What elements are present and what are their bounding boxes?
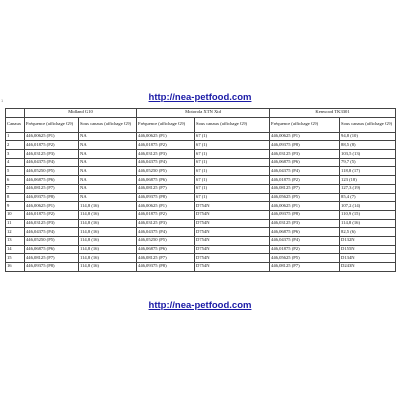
cell-freq-kenwood: 446,08125 (P7): [270, 184, 340, 193]
cell-freq-midland: 446,03125 (P3): [25, 219, 79, 228]
cell-freq-motorola: 446,08125 (P7): [137, 254, 195, 263]
model-motorola: Motorola XTN Xtd: [137, 109, 270, 118]
cell-freq-motorola: 446,06875 (P6): [137, 245, 195, 254]
cell-channel: 2: [6, 141, 25, 150]
cell-freq-motorola: 446,04375 (P4): [137, 158, 195, 167]
cell-sub-motorola: D754N: [195, 228, 270, 237]
cell-sub-midland: NA: [79, 150, 137, 159]
cell-sub-kenwood: 123 (18): [340, 176, 396, 185]
cell-freq-midland: 446,09375 (P8): [25, 263, 79, 272]
table-row: [6, 228, 396, 237]
cell-freq-midland: 446,01875 (P2): [25, 141, 79, 150]
cell-channel: 8: [6, 193, 25, 202]
table-row: [6, 219, 396, 228]
cell-sub-midland: NA: [79, 132, 137, 141]
cell-channel: 12: [6, 228, 25, 237]
cell-sub-kenwood: D155N: [340, 245, 396, 254]
subheader-sub-kenwood: Sous canaux (affichage G9): [340, 117, 396, 132]
cell-sub-motorola: D754N: [195, 245, 270, 254]
cell-channel: 7: [6, 184, 25, 193]
cell-sub-motorola: 67 (1): [195, 184, 270, 193]
cell-sub-midland: NA: [79, 141, 137, 150]
cell-sub-midland: 114,8 (16): [79, 254, 137, 263]
table-row: [6, 184, 396, 193]
table-row: [6, 210, 396, 219]
cell-sub-midland: 114,8 (16): [79, 263, 137, 272]
cell-freq-motorola: 446,04375 (P4): [137, 228, 195, 237]
cell-sub-motorola: 67 (1): [195, 167, 270, 176]
cell-sub-motorola: D754N: [195, 202, 270, 211]
cell-freq-kenwood: 446,00625 (P1): [270, 132, 340, 141]
channel-table: [5, 108, 396, 272]
cell-sub-motorola: D754N: [195, 236, 270, 245]
model-kenwood: Kenwood TK3301: [270, 109, 396, 118]
cell-sub-midland: NA: [79, 184, 137, 193]
cell-channel: 16: [6, 263, 25, 272]
cell-sub-midland: 114,8 (16): [79, 236, 137, 245]
cell-freq-midland: 446,05250 (P5): [25, 236, 79, 245]
cell-channel: 14: [6, 245, 25, 254]
cell-freq-motorola: 446,09375 (P8): [137, 193, 195, 202]
cell-freq-kenwood: 446,08125 (P7): [270, 263, 340, 272]
cell-sub-kenwood: 103,5 (13): [340, 150, 396, 159]
cell-freq-motorola: 446,09375 (P8): [137, 263, 195, 272]
cell-freq-motorola: 446,05250 (P5): [137, 236, 195, 245]
subheader-canaux: Canaux: [6, 117, 25, 132]
table-row: [6, 202, 396, 211]
cell-freq-motorola: 446,03125 (P3): [137, 150, 195, 159]
footer-link[interactable]: http://nea-petfood.com: [148, 300, 252, 311]
header-link[interactable]: http://nea-petfood.com: [148, 92, 252, 103]
cell-channel: 11: [6, 219, 25, 228]
table-row: [6, 236, 396, 245]
cell-sub-midland: 114,8 (16): [79, 245, 137, 254]
cell-freq-kenwood: 446,00625 (P1): [270, 202, 340, 211]
cell-sub-kenwood: 114,8 (16): [340, 219, 396, 228]
cell-freq-motorola: 446,05250 (P5): [137, 167, 195, 176]
cell-freq-kenwood: 446,03125 (P3): [270, 150, 340, 159]
table-row: [6, 141, 396, 150]
cell-freq-midland: 446,09375 (P8): [25, 193, 79, 202]
cell-freq-midland: 446,01875 (P2): [25, 210, 79, 219]
cell-sub-midland: 114,8 (16): [79, 219, 137, 228]
cell-freq-kenwood: 446,01875 (P2): [270, 245, 340, 254]
table-row: [6, 158, 396, 167]
cell-freq-midland: 446,00625 (P1): [25, 132, 79, 141]
cell-freq-midland: 446,05250 (P5): [25, 167, 79, 176]
cell-freq-kenwood: 446,01875 (P2): [270, 176, 340, 185]
cell-channel: 4: [6, 158, 25, 167]
table-row: [6, 254, 396, 263]
cell-sub-motorola: 67 (1): [195, 132, 270, 141]
cell-freq-motorola: 446,08125 (P7): [137, 184, 195, 193]
cell-channel: 9: [6, 202, 25, 211]
cell-freq-kenwood: 446,05625 (P5): [270, 193, 340, 202]
cell-sub-kenwood: 85,4 (7): [340, 193, 396, 202]
cell-sub-kenwood: 82,5 (6): [340, 228, 396, 237]
subheader-sub-motorola: Sous canaux (affichage G9): [195, 117, 270, 132]
cell-channel: 5: [6, 167, 25, 176]
empty-corner-cell: [6, 109, 25, 118]
table-row: [6, 176, 396, 185]
cell-freq-midland: 446,00625 (P1): [25, 202, 79, 211]
cell-sub-kenwood: D132N: [340, 236, 396, 245]
cell-sub-midland: 114,8 (16): [79, 210, 137, 219]
cell-freq-kenwood: 446,06875 (P6): [270, 158, 340, 167]
cell-freq-midland: 446,08125 (P7): [25, 254, 79, 263]
cell-freq-kenwood: 446,04375 (P4): [270, 236, 340, 245]
subheader-freq-motorola: Fréquence (affichage G9): [137, 117, 195, 132]
cell-freq-midland: 446,03125 (P3): [25, 150, 79, 159]
cell-sub-motorola: D754N: [195, 219, 270, 228]
cell-channel: 15: [6, 254, 25, 263]
cell-sub-kenwood: 107,2 (14): [340, 202, 396, 211]
subheader-row: [6, 117, 396, 132]
cell-freq-midland: 446,08125 (P7): [25, 184, 79, 193]
cell-sub-kenwood: D134N: [340, 254, 396, 263]
cell-channel: 3: [6, 150, 25, 159]
cell-sub-midland: NA: [79, 167, 137, 176]
cell-sub-motorola: D754N: [195, 254, 270, 263]
model-header-row: [6, 109, 396, 118]
table-row: [6, 167, 396, 176]
cell-freq-motorola: 446,00625 (P1): [137, 202, 195, 211]
subheader-sub-midland: Sous canaux (affichage G9): [79, 117, 137, 132]
cell-sub-motorola: 67 (1): [195, 176, 270, 185]
cell-sub-kenwood: 88,5 (8): [340, 141, 396, 150]
cell-freq-kenwood: 446,09375 (P8): [270, 141, 340, 150]
cell-freq-motorola: 446,01875 (P2): [137, 210, 195, 219]
cell-sub-motorola: 67 (1): [195, 141, 270, 150]
table-row: [6, 193, 396, 202]
cell-sub-midland: 114,8 (16): [79, 202, 137, 211]
subheader-freq-midland: Fréquence (affichage G9): [25, 117, 79, 132]
cell-sub-kenwood: 127,3 (19): [340, 184, 396, 193]
subheader-freq-kenwood: Fréquence (affichage G9): [270, 117, 340, 132]
cell-sub-midland: NA: [79, 158, 137, 167]
cell-freq-kenwood: 446,05625 (P5): [270, 254, 340, 263]
cell-freq-motorola: 446,03125 (P3): [137, 219, 195, 228]
model-midland: Midland G10: [25, 109, 137, 118]
cell-channel: 6: [6, 176, 25, 185]
cell-freq-motorola: 446,00625 (P1): [137, 132, 195, 141]
cell-freq-kenwood: 446,04375 (P4): [270, 167, 340, 176]
cell-sub-kenwood: 94,8 (10): [340, 132, 396, 141]
cell-channel: 13: [6, 236, 25, 245]
cell-freq-kenwood: 446,09375 (P8): [270, 210, 340, 219]
table-row: [6, 263, 396, 272]
cell-sub-midland: NA: [79, 176, 137, 185]
cell-sub-kenwood: D243N: [340, 263, 396, 272]
cell-freq-kenwood: 446,03125 (P3): [270, 219, 340, 228]
cell-sub-motorola: 67 (1): [195, 193, 270, 202]
cell-channel: 10: [6, 210, 25, 219]
cell-sub-kenwood: 79,7 (5): [340, 158, 396, 167]
table-row: [6, 150, 396, 159]
cell-freq-kenwood: 446,06875 (P6): [270, 228, 340, 237]
cell-freq-motorola: 446,06875 (P6): [137, 176, 195, 185]
cell-sub-kenwood: 118,8 (17): [340, 167, 396, 176]
cell-sub-kenwood: 110,9 (15): [340, 210, 396, 219]
cell-sub-motorola: D754N: [195, 263, 270, 272]
cell-sub-midland: NA: [79, 193, 137, 202]
cell-freq-motorola: 446,01875 (P2): [137, 141, 195, 150]
cell-sub-motorola: 67 (1): [195, 150, 270, 159]
cell-sub-motorola: 67 (1): [195, 158, 270, 167]
cell-sub-midland: 114,8 (16): [79, 228, 137, 237]
cell-freq-midland: 446,06875 (P6): [25, 245, 79, 254]
cell-freq-midland: 446,04375 (P4): [25, 158, 79, 167]
cell-sub-motorola: D754N: [195, 210, 270, 219]
cell-freq-midland: 446,06875 (P6): [25, 176, 79, 185]
page-marker: 1: [1, 98, 4, 103]
table-row: [6, 245, 396, 254]
cell-freq-midland: 446,04375 (P4): [25, 228, 79, 237]
table-row: [6, 132, 396, 141]
cell-channel: 1: [6, 132, 25, 141]
